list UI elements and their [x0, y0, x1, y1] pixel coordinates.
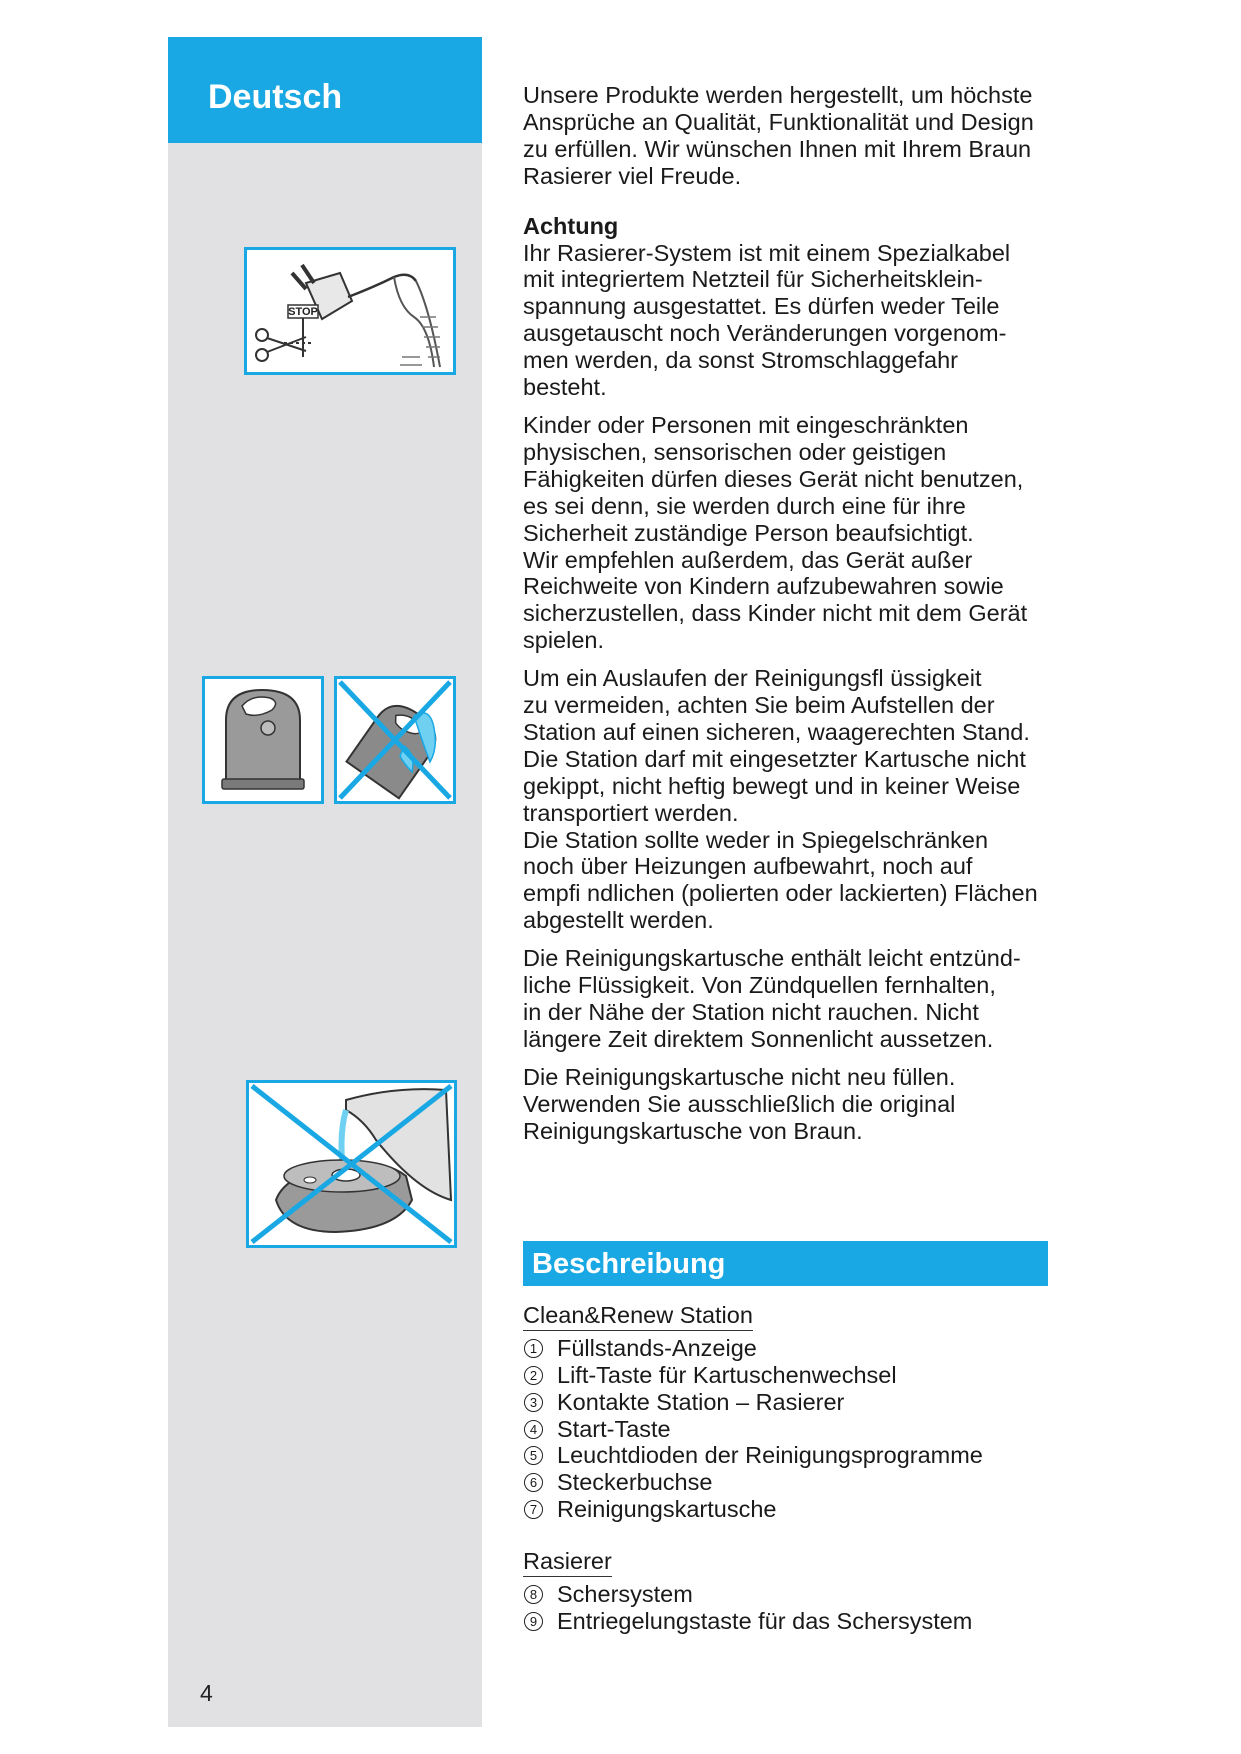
list-item — [523, 1416, 1063, 1443]
list-item — [523, 1581, 1063, 1608]
cartridge-refill-forbidden-figure — [246, 1080, 457, 1248]
description-title: Beschreibung — [532, 1248, 726, 1280]
stop-sign-text: STOP — [288, 306, 318, 318]
page-number: 4 — [200, 1680, 213, 1706]
list-item — [523, 1389, 1063, 1416]
list-item — [523, 1469, 1063, 1496]
number-circle: 8 — [524, 1585, 543, 1604]
refill-paragraph: Die Reinigungskartusche nicht neu füllen. Verwenden Sie ausschließlich die original Reinigungskartusche von Braun. — [523, 1063, 956, 1144]
flammable-paragraph: Die Reinigungskartusche enthält leicht entzünd- liche Flüssigkeit. Von Zündquellen fernhalten, in der Nähe der Station nicht rauchen. Nicht längere Zeit direktem Sonnenlicht aussetzen. — [523, 945, 1021, 1052]
list-item-label: Steckerbuchse — [557, 1469, 713, 1496]
list-item — [523, 1362, 1063, 1389]
safety-text-column — [523, 82, 1063, 1156]
shaver-parts-list — [523, 1548, 1063, 1635]
number-circle: 1 — [524, 1339, 543, 1358]
list-item-label: Füllstands-Anzeige — [557, 1334, 757, 1361]
intro-paragraph: Unsere Produkte werden hergestellt, um höchste Ansprüche an Qualität, Funktionalität und Design zu erfüllen. Wir wünschen Ihnen mit Ihrem Braun Rasierer viel Freude. — [523, 82, 1034, 189]
shaver-heading: Rasierer — [523, 1548, 612, 1577]
language-header — [168, 37, 482, 143]
number-circle: 9 — [524, 1612, 543, 1631]
list-item-label: Reinigungskartusche — [557, 1496, 777, 1523]
station-heading: Clean&Renew Station — [523, 1302, 753, 1331]
warning-paragraph: Ihr Rasierer-System ist mit einem Spezialkabel mit integriertem Netzteil für Sicherheitsklein- spannung ausgestattet. Es dürfen weder Teile ausgetauscht noch Veränderungen vorgenom- men werden, da sonst Stromschlaggefahr besteht. — [523, 239, 1011, 401]
cable-warning-figure — [244, 247, 456, 375]
children-paragraph: Kinder oder Personen mit eingeschränkten physischen, sensorischen oder geistigen Fähigkeiten dürfen dieses Gerät nicht benutzen, es sei denn, sie werden durch eine für ihre Sicherheit zuständige Person beaufsichtigt. Wir empfehlen außerdem, das Gerät außer Reichweite von Kindern aufzubewahren sowie sicherzustellen, dass Kinder nicht mit dem Gerät spielen. — [523, 411, 1028, 654]
warning-heading: Achtung — [523, 212, 619, 239]
number-circle: 4 — [524, 1420, 543, 1439]
list-item-label: Start-Taste — [557, 1415, 671, 1442]
list-item-label: Lift-Taste für Kartuschenwechsel — [557, 1361, 897, 1388]
number-circle: 5 — [524, 1446, 543, 1465]
station-parts-list — [523, 1302, 1063, 1523]
number-circle: 7 — [524, 1500, 543, 1519]
description-header — [523, 1241, 1048, 1286]
list-item — [523, 1496, 1063, 1523]
station-upright-figure — [202, 676, 324, 804]
list-item-label: Leuchtdioden der Reinigungsprogramme — [557, 1442, 983, 1469]
list-item — [523, 1442, 1063, 1469]
number-circle: 6 — [524, 1473, 543, 1492]
list-item-label: Entriegelungstaste für das Schersystem — [557, 1607, 973, 1634]
language-title: Deutsch — [208, 78, 343, 116]
list-item-label: Kontakte Station – Rasierer — [557, 1388, 845, 1415]
station-tilt-forbidden-figure — [334, 676, 456, 804]
list-item — [523, 1335, 1063, 1362]
list-item — [523, 1608, 1063, 1635]
leak-paragraph: Um ein Auslaufen der Reinigungsfl üssigkeit zu vermeiden, achten Sie beim Aufstellen der Station auf einen sicheren, waagerechten Stand. Die Station darf mit eingesetzter Kartusche nicht gekippt, nicht heftig bewegt und in keiner Weise transportiert werden. Die Station sollte weder in Spiegelschränken noch über Heizungen aufbewahrt, noch auf empfi ndlichen (polierten oder lackierten) Flächen abgestellt werden. — [523, 665, 1038, 934]
list-item-label: Schersystem — [557, 1580, 693, 1607]
number-circle: 3 — [524, 1393, 543, 1412]
number-circle: 2 — [524, 1366, 543, 1385]
